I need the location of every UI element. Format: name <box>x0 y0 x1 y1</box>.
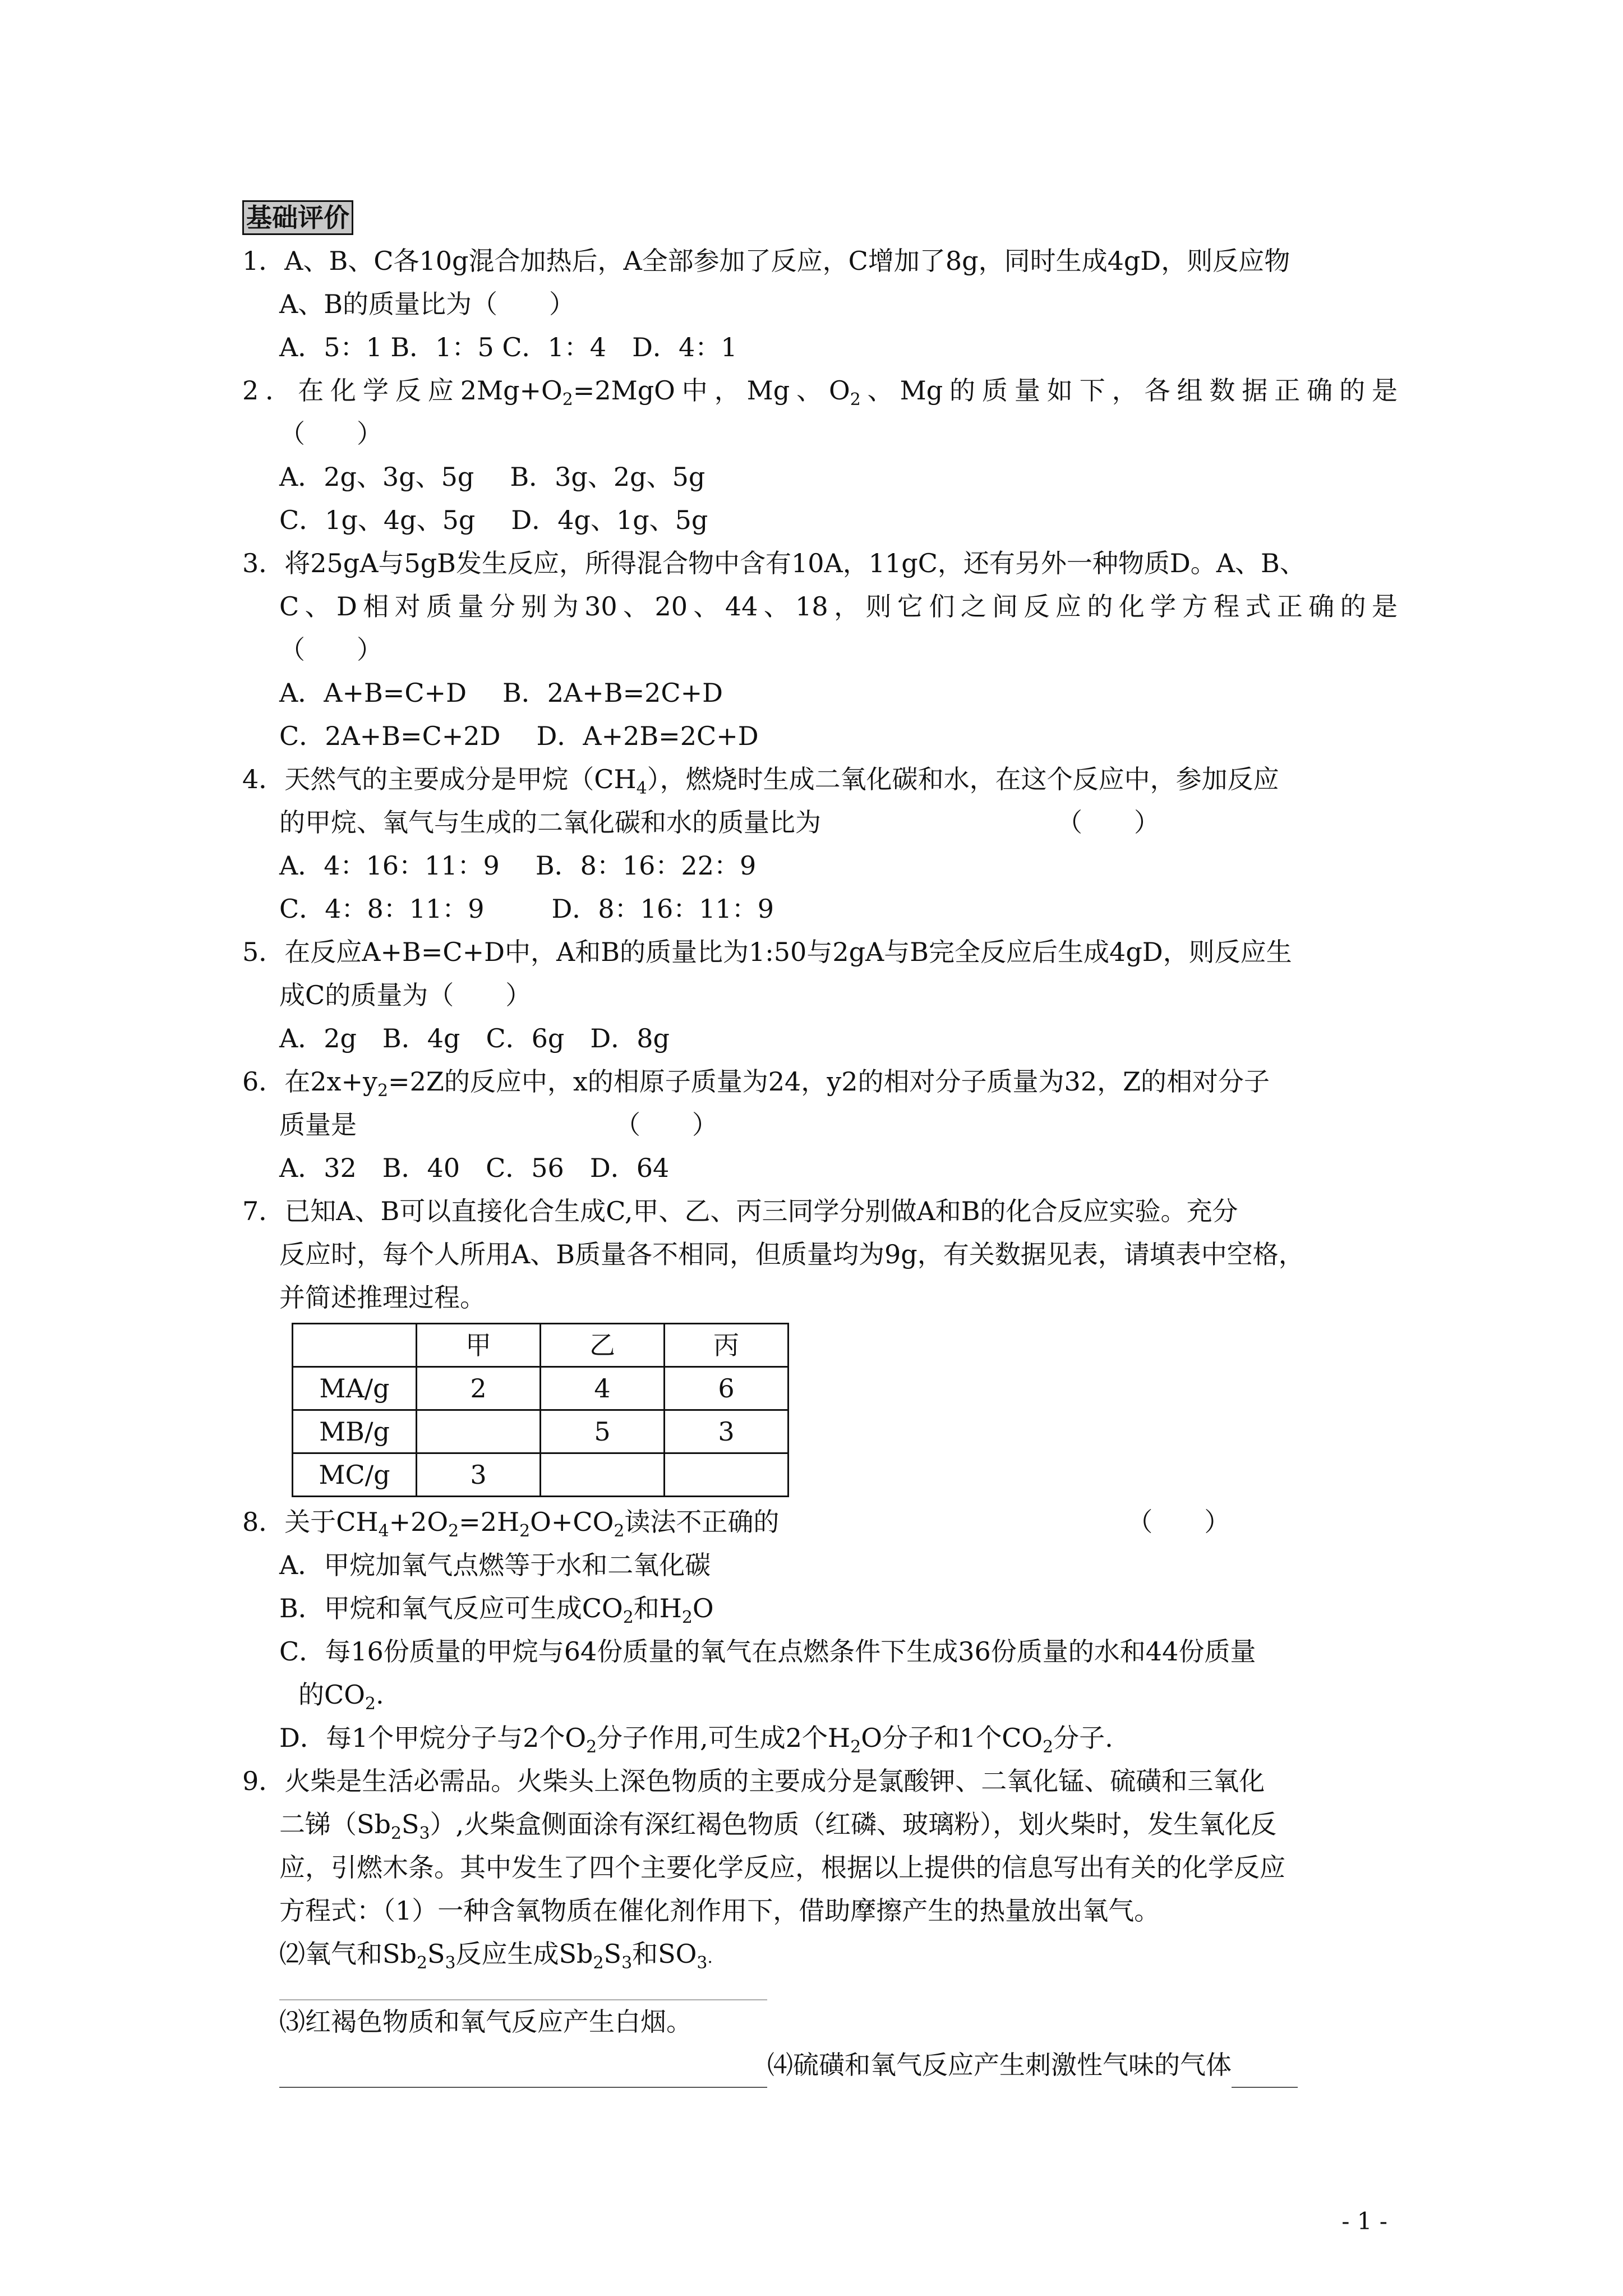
answer-blank[interactable] <box>279 2044 767 2088</box>
q1-line1: 1．A、B、C各10g混合加热后，A全部参加了反应，C增加了8g，同时生成4gD，则反应物 <box>242 246 1290 276</box>
q6-options: A．32 B．40 C．56 D．64 <box>279 1153 670 1183</box>
q2-line1: 2．在化学反应$2Mg+O_2=2MgO$中，Mg、$O_2$、Mg的质量如下，各组数据正确的是 <box>242 375 1398 410</box>
q3-options-row2: C．2A+B=C+2D D．A+2B=2C+D <box>279 721 759 751</box>
q7-line1: 7．已知A、B可以直接化合生成C,甲、乙、丙三同学分别做A和B的化合反应实验。充分 <box>242 1196 1238 1226</box>
q4-options-row1: A．4：16：11：9 B．8：16：22：9 <box>279 850 757 881</box>
question-3 <box>242 542 1398 758</box>
table-header-row: 甲 乙 丙 <box>293 1324 789 1367</box>
question-1 <box>242 240 1398 369</box>
data-table <box>292 1323 789 1497</box>
q9-line2: 二锑$(Sb_2S_3)$,火柴盒侧面涂有深红褐色物质（红磷、玻璃粉），划火柴时，发生氧化反 <box>279 1809 1277 1844</box>
document-body <box>242 196 1398 2088</box>
q1-line2: A、B的质量比为（ ） <box>279 289 575 319</box>
q7-line3: 并简述推理过程。 <box>279 1282 486 1313</box>
question-4 <box>242 758 1398 931</box>
question-8 <box>242 1501 1398 1760</box>
q8-option-a: A．甲烷加氧气点燃等于水和二氧化碳 <box>279 1550 711 1580</box>
table-row: MA/g 2 4 6 <box>293 1367 789 1410</box>
q3-line1: 3．将25gA与5gB发生反应，所得混合物中含有10A，11gC，还有另外一种物质D。A、B、 <box>242 548 1306 578</box>
q6-line2: 质量是 （ ） <box>279 1110 718 1140</box>
q9-part3: ⑶红褐色物质和氧气反应产生白烟。 <box>279 2007 692 2037</box>
q4-options-row2: C．4：8：11：9 D．8：16：11：9 <box>279 894 774 924</box>
q5-line1: 5．在反应A+B=C+D中，A和B的质量比为1:50与2gA与B完全反应后生成4gD，则反应生 <box>242 937 1292 967</box>
table-row: MC/g 3 <box>293 1453 789 1497</box>
question-9 <box>242 1760 1398 2088</box>
q2-paren: （ ） <box>279 418 382 449</box>
q9-part4: ⑷硫磺和氧气反应产生刺激性气味的气体 <box>242 2044 1398 2088</box>
q1-options: A．5：1 B．1：5 C．1：4 D．4：1 <box>279 332 737 362</box>
q8-option-b: B．甲烷和氧气反应可生成$CO_2$和$H_2O$ <box>279 1593 714 1628</box>
q3-line2: C、D相对质量分别为30、20、44、18，则它们之间反应的化学方程式正确的是 <box>279 591 1398 622</box>
q9-part2: ⑵氧气和$Sb_2S_3$反应生成$Sb_2S_3$和$SO_3$. <box>279 1939 713 1973</box>
answer-blank[interactable] <box>1232 2044 1298 2088</box>
q4-line2: 的甲烷、氧气与生成的二氧化碳和水的质量比为 （ ） <box>279 807 1160 838</box>
q4-line1: 4．天然气的主要成分是甲烷$(CH_4)$，燃烧时生成二氧化碳和水，在这个反应中，参加反应 <box>242 764 1279 799</box>
q2-options-row1: A．2g、3g、5g B．3g、2g、5g <box>279 462 706 492</box>
q8-line1: 8．关于$CH_4+2O_2=2H_2O+CO_2$读法不正确的 （ ） <box>242 1507 1230 1542</box>
q7-line2: 反应时，每个人所用A、B质量各不相同，但质量均为9g，有关数据见表，请填表中空格， <box>279 1239 1304 1269</box>
q2-options-row2: C．1g、4g、5g D．4g、1g、5g <box>279 505 708 535</box>
q9-line3: 应，引燃木条。其中发生了四个主要化学反应，根据以上提供的信息写出有关的化学反应 <box>279 1852 1285 1883</box>
blank-cell[interactable] <box>417 1410 541 1453</box>
blank-cell[interactable] <box>541 1453 665 1497</box>
page-number: - 1 - <box>1341 2207 1387 2235</box>
question-5 <box>242 931 1398 1060</box>
q5-options: A．2g B．4g C．6g D．8g <box>279 1023 670 1053</box>
q8-option-c-line1: C．每16份质量的甲烷与64份质量的氧气在点燃条件下生成36份质量的水和44份质量 <box>279 1636 1256 1667</box>
question-2 <box>242 369 1398 542</box>
q3-options-row1: A．A+B=C+D B．2A+B=2C+D <box>279 678 723 708</box>
section-title: 基础评价 <box>242 200 353 235</box>
q8-option-c-line2: 的$CO_2$. <box>298 1680 384 1714</box>
question-7 <box>242 1190 1398 1497</box>
q9-line1: 9．火柴是生活必需品。火柴头上深色物质的主要成分是氯酸钾、二氧化锰、硫磺和三氧化 <box>242 1766 1265 1796</box>
q5-line2: 成C的质量为（ ） <box>279 980 532 1010</box>
table-row: MB/g 5 3 <box>293 1410 789 1453</box>
q6-line1: 6．在$2x+y_2=2Z$的反应中，x的相原子质量为24，y2的相对分子质量为32，Z的相对分子 <box>242 1066 1270 1101</box>
q8-option-d: D．每1个甲烷分子与2个$O_2$分子作用,可生成2个$H_2O$分子和1个$CO_2$分子. <box>279 1723 1113 1757</box>
q9-line4: 方程式：（1）一种含氧物质在催化剂作用下，借助摩擦产生的热量放出氧气。 <box>279 1895 1160 1926</box>
blank-cell[interactable] <box>665 1453 789 1497</box>
question-6 <box>242 1060 1398 1190</box>
q3-paren: （ ） <box>279 634 382 665</box>
